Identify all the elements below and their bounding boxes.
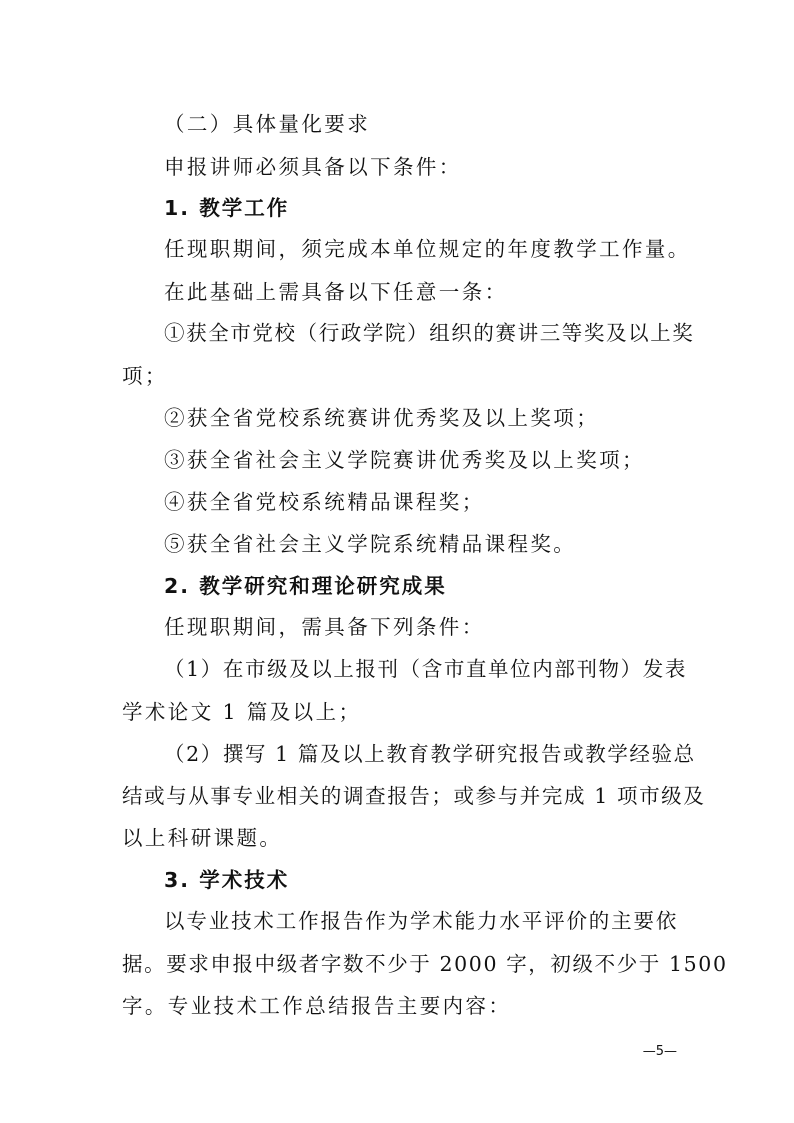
paragraph-continuation: 据。要求申报中级者字数不少于 2000 字，初级不少于 1500	[122, 952, 728, 976]
list-item: ③获全省社会主义学院赛讲优秀奖及以上奖项；	[164, 448, 645, 472]
list-item-continuation: 以上科研课题。	[122, 826, 283, 850]
paragraph: 任现职期间，需具备下列条件：	[164, 615, 485, 639]
heading-academic-technology: 3. 学术技术	[164, 868, 290, 892]
list-item: ①获全市党校（行政学院）组织的赛讲三等奖及以上奖	[164, 321, 695, 345]
paragraph-continuation: 字。专业技术工作总结报告主要内容：	[122, 994, 512, 1018]
heading-teaching-work: 1. 教学工作	[164, 196, 290, 220]
list-item-continuation: 学术论文 1 篇及以上；	[122, 700, 362, 724]
list-item-continuation: 结或与从事专业相关的调查报告；或参与并完成 1 项市级及	[122, 784, 706, 808]
paragraph: 以专业技术工作报告作为学术能力水平评价的主要依	[164, 909, 678, 933]
list-item: （2）撰写 1 篇及以上教育教学研究报告或教学经验总	[164, 742, 696, 766]
heading-research: 2. 教学研究和理论研究成果	[164, 574, 447, 598]
list-item: ④获全省党校系统精品课程奖；	[164, 490, 485, 514]
list-item-continuation: 项；	[122, 364, 168, 388]
list-item: （1）在市级及以上报刊（含市直单位内部刊物）发表	[164, 657, 687, 681]
intro-paragraph: 申报讲师必须具备以下条件：	[164, 155, 462, 179]
list-item: ⑤获全省社会主义学院系统精品课程奖。	[164, 532, 577, 556]
paragraph: 任现职期间，须完成本单位规定的年度教学工作量。	[164, 237, 691, 261]
list-item: ②获全省党校系统赛讲优秀奖及以上奖项；	[164, 406, 600, 430]
paragraph: 在此基础上需具备以下任意一条：	[164, 280, 508, 304]
page-number: —5—	[642, 1044, 677, 1059]
section-title: （二）具体量化要求	[164, 112, 371, 136]
